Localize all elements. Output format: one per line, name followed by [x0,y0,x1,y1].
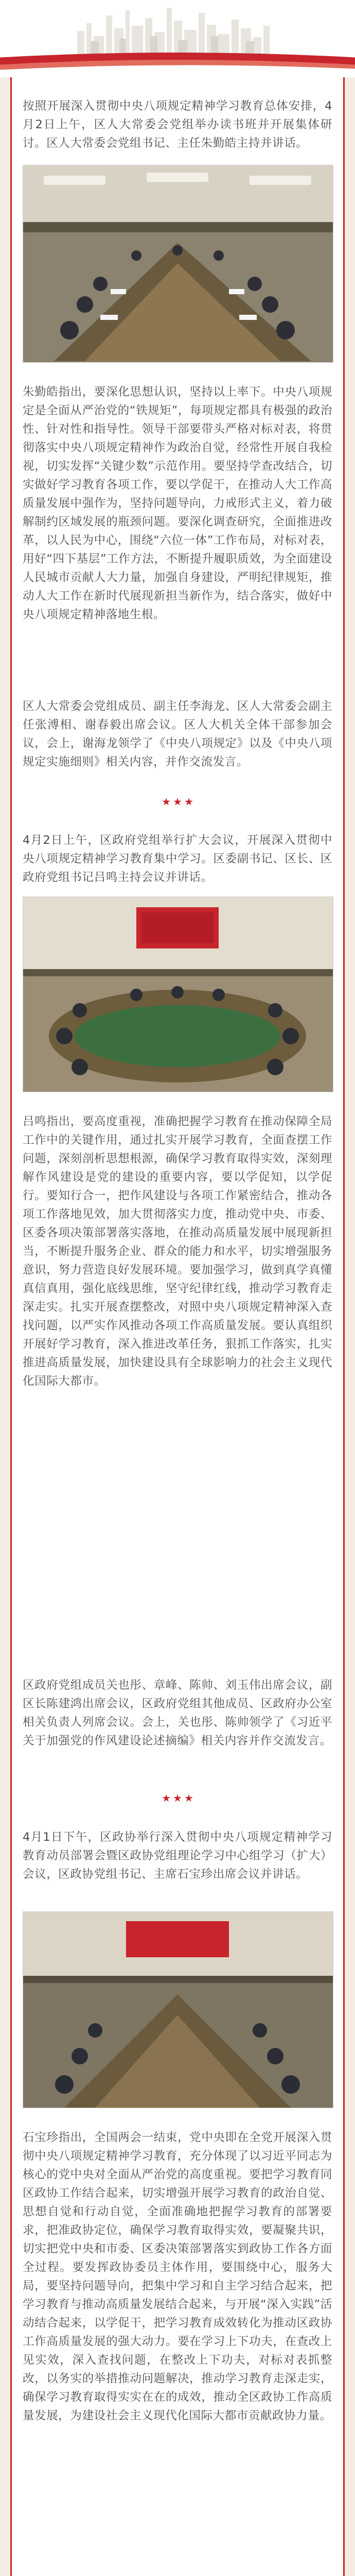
star-icon: ★ [162,1792,171,1804]
meeting-room-image [23,165,333,362]
city-skyline-illustration [0,0,355,77]
section-3-paragraph-2: 石宝珍指出，全国两会一结束，党中央即在全党开展深入贯彻中央八项规定精神学习教育，充分体现了以习近平同志为核心的党中央对全面从严治党的高度重视。要把学习教育同区政协工作结合起来，切实增强开展学习教育的政治自觉、思想自觉和行动自觉，全面准确地把握学习教育的部署要求，把准政协定位，确保学习教育取得实效，要凝聚共识，切实把党中央和市委、区委决策部署落实到政协工作各方面全过程。要发挥政协委员主体作用，要围绕中心，服务大局，要坚持问题导向，把集中学习和自主学习结合起来，把学习教育与推动高质量发展结合起来，与开展“深入实践”活动结合起来，以学促干，把学习教育成效转化为推动区政协工作高质量发展的强大动力。要在学习上下功夫，在查改上见实效，深入查找问题，在整改上下功夫，对标对表抓整改，以务实的举措推动问题解决，推动学习教育走深走实，确保学习教育取得实实在在的成效，推动全区政协工作高质量发展，为建设社会主义现代化国际大都市贡献政协力量。 [23,2130,333,2422]
section-3-photo [23,1911,333,2108]
section-3-paragraph-1: 4月1日下午，区政协举行深入贯彻中央八项规定精神学习教育动员部署会暨区政协党组理论学习中心组学习（扩大）会议，区政协党组书记、主席石宝珍出席会议并讲话。 [23,1830,332,1881]
section-1-paragraph-2: 朱勤皓指出，要深化思想认识，坚持以上率下。中央八项规定是全面从严治党的“铁规矩”，每项规定都具有极强的政治性、针对性和指导性。领导干部要带头严格对标对表，将贯彻落实中央八项规定精神作为政治自觉，经常性开展自我检视，切实发挥“关键少数”示范作用。要坚持学查改结合，切实做好学习教育各项工作，要以学促干，在推动人大工作高质量发展中强作为，坚持问题导向，力戒形式主义，着力破解制约区域发展的瓶颈问题。要深化调查研究，全面推进改革，以人民为中心，围绕“六位一体”工作布局，对标对表，用好“四下基层”工作方法，不断提升履职质效，为全面建设人民城市贡献人大力量，加强自身建设，严明纪律规矩，推动人大工作在新时代展现新担当新作为，结合落实，做好中央八项规定精神落地生根。 [23,385,333,621]
header-banner [0,0,355,77]
star-icon: ★ [184,795,193,808]
section-1-photo [23,165,333,363]
star-icon: ★ [184,1792,193,1804]
meeting-room-image [23,1912,333,2108]
star-icon: ★ [162,795,171,808]
section-divider-2 [0,1792,355,1804]
section-1-paragraph-1: 按照开展深入贯彻中央八项规定精神学习教育总体安排，4月2日上午，区人大常委会党组举办读书班并开展集体研讨。区人大常委会党组书记、主任朱勤皓主持并讲话。 [23,99,332,150]
section-2-paragraph-2: 吕鸣指出，要高度重视，准确把握学习教育在推动保障全局工作中的关键作用，通过扎实开展学习教育，全面查摆工作问题，深刻剖析思想根源，确保学习教育取得实效，深刻理解作风建设是党的建设的重要内容，要以学促知，以学促行。要知行合一，把作风建设与各项工作紧密结合，推动各项工作落地见效，加大贯彻落实力度，推动党中央、市委、区委各项决策部署落实落地，在推动高质量发展中展现新担当，不断提升服务企业、群众的能力和水平，切实增强服务意识，努力营造良好发展环境。要加强学习，做到真学真懂真信真用，强化底线思维，坚守纪律红线，推动学习教育走深走实。扎实开展查摆整改，对照中央八项规定精神深入查找问题，以严实作风推动各项工作高质量发展。要认真组织开展好学习教育，深入推进改革任务，狠抓工作落实，扎实推进高质量发展，加快建设具有全球影响力的社会主义现代化国际大都市。 [23,1114,332,1388]
section-divider-1 [0,795,355,808]
meeting-room-image [23,897,333,1092]
section-1-paragraph-3: 区人大常委会党组成员、副主任李海龙、区人大常委会副主任张溥相、谢春毅出席会议。区人大机关全体干部参加会议，会上，谢海龙领学了《中央八项规定》以及《中央八项规定实施细则》相关内容，并作交流发言。 [23,699,332,769]
star-icon: ★ [173,795,182,808]
section-2-paragraph-3: 区政府党组成员关也彤、章峰、陈帅、刘玉伟出席会议，副区长陈建鸿出席会议，区政府党组其他成员、区政府办公室相关负责人列席会议。会上，关也彤、陈帅领学了《习近平关于加强党的作风建设论述摘编》相关内容并作交流发言。 [23,1678,332,1748]
section-2-photo [23,896,333,1092]
section-2-paragraph-1: 4月2日上午，区政府党组举行扩大会议，开展深入贯彻中央八项规定精神学习教育集中学习。区委副书记、区长、区政府党组书记吕鸣主持会议并讲话。 [23,833,332,884]
star-icon: ★ [173,1792,182,1804]
